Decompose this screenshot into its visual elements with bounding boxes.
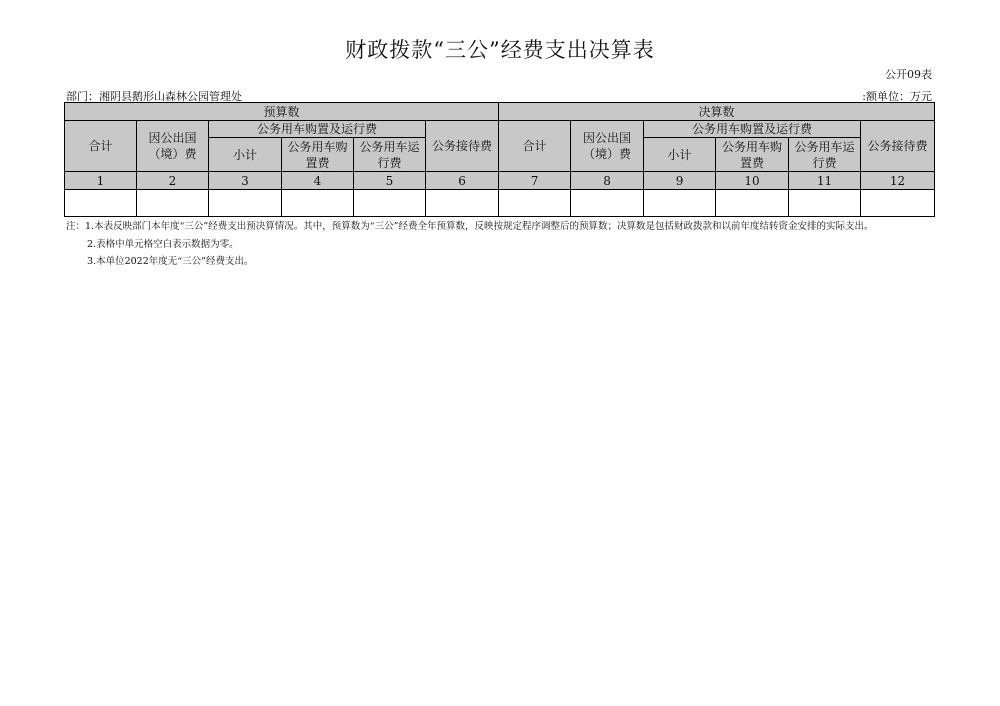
data-cell <box>209 190 282 217</box>
data-cell <box>354 190 426 217</box>
budget-subtotal-header: 小计 <box>209 138 282 172</box>
budget-abroad-header: 因公出国（境）费 <box>137 121 209 172</box>
note-2: 2.表格中单元格空白表示数据为零。 <box>87 238 239 250</box>
data-cell <box>644 190 716 217</box>
data-cell <box>861 190 935 217</box>
budget-header: 预算数 <box>65 103 499 121</box>
final-vehicle-operation-header: 公务用车运行费 <box>789 138 861 172</box>
col-number: 8 <box>571 172 644 190</box>
unit-label: :额单位：万元 <box>862 90 932 103</box>
final-subtotal-header: 小计 <box>644 138 716 172</box>
final-header: 决算数 <box>499 103 935 121</box>
col-number: 7 <box>499 172 571 190</box>
col-number: 9 <box>644 172 716 190</box>
final-vehicle-group-header: 公务用车购置及运行费 <box>644 121 861 138</box>
data-cell <box>282 190 354 217</box>
data-cell <box>499 190 571 217</box>
data-cell <box>426 190 499 217</box>
col-number: 1 <box>65 172 137 190</box>
col-number: 5 <box>354 172 426 190</box>
final-total-header: 合计 <box>499 121 571 172</box>
budget-vehicle-operation-header: 公务用车运行费 <box>354 138 426 172</box>
page-title: 财政拨款“三公”经费支出决算表 <box>345 38 655 62</box>
col-number: 10 <box>716 172 789 190</box>
note-3: 3.本单位2022年度无“三公”经费支出。 <box>87 256 254 267</box>
final-vehicle-purchase-header: 公务用车购置费 <box>716 138 789 172</box>
form-code: 公开09表 <box>885 68 932 81</box>
data-cell <box>716 190 789 217</box>
budget-vehicle-purchase-header: 公务用车购置费 <box>282 138 354 172</box>
col-number: 11 <box>789 172 861 190</box>
budget-total-header: 合计 <box>65 121 137 172</box>
budget-vehicle-group-header: 公务用车购置及运行费 <box>209 121 426 138</box>
col-number: 3 <box>209 172 282 190</box>
col-number: 2 <box>137 172 209 190</box>
department-label: 部门：湘阴县鹅形山森林公园管理处 <box>66 90 242 103</box>
note-1: 注：1.本表反映部门本年度“三公”经费支出预决算情况。其中，预算数为“三公”经费全年预算数，反映按规定程序调整后的预算数；决算数是包括财政拨款和以前年度结转资金安排的实际支出。 <box>66 221 874 232</box>
notes <box>66 221 936 269</box>
col-number: 6 <box>426 172 499 190</box>
final-reception-header: 公务接待费 <box>861 121 935 172</box>
table-row <box>65 190 935 217</box>
data-cell <box>137 190 209 217</box>
final-abroad-header: 因公出国（境）费 <box>571 121 644 172</box>
col-number: 4 <box>282 172 354 190</box>
data-cell <box>571 190 644 217</box>
data-cell <box>65 190 137 217</box>
expenditure-table <box>64 102 935 217</box>
data-cell <box>789 190 861 217</box>
budget-reception-header: 公务接待费 <box>426 121 499 172</box>
col-number: 12 <box>861 172 935 190</box>
